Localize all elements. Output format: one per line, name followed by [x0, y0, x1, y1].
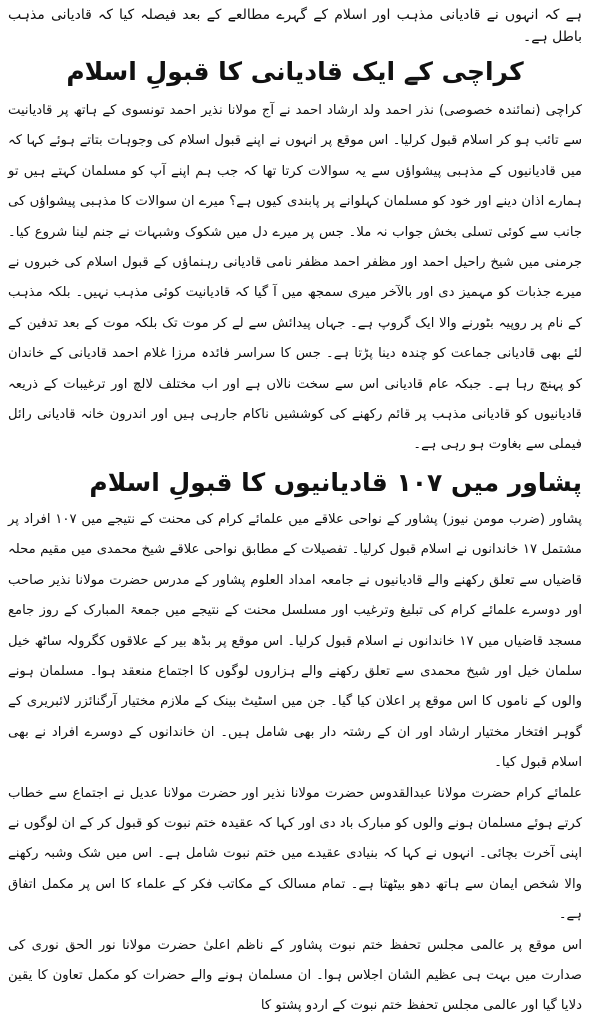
lead-line: ہے کہ انہوں نے قادیانی مذہب اور اسلام کے گہرے مطالعے کے بعد فیصلہ کیا کہ قادیانی مذہب باطل ہے۔ — [8, 7, 582, 45]
story-peshawar-paragraph-1: پشاور (ضرب مومن نیوز) پشاور کے نواحی علاقے میں علمائے کرام کی محنت کے نتیجے میں ۱۰۷ افراد پر مشتمل ۱۷ خاندانوں نے اسلام قبول کرلیا۔ تفصیلات کے مطابق نواحی علاقے شیخ محمدی میں مقیم محلہ قاضیاں سے تعلق رکھنے والے قادیانیوں نے جامعہ امداد العلوم پشاور کے مدرس حضرت مولانا نذیر صاحب اور دوسرے علمائے کرام کی تبلیغ وترغیب اور مسلسل محنت کے نتیجے میں جمعۃ المبارک کے روز جامع مسجد قاضیاں میں ۱۷ خاندانوں نے اسلام قبول کرلیا۔ اس موقع پر بڈھ بیر کے علاقوں کگرولہ ساٹھ خیل سلمان خیل اور شیخ محمدی سے تعلق رکھنے والے ہزاروں لوگوں کا اجتماع منعقد ہوا۔ مسلمان ہونے والوں کے ناموں کا اس موقع پر اعلان کیا گیا۔ جن میں اسٹیٹ بینک کے ملازم مختیار آرگنائزر لائبریری کے گوہر افتخار مختیار ارشاد اور ان کے رشتہ دار بھی شامل ہیں۔ ان خاندانوں کے دوسرے افراد نے بھی اسلام قبول کیا۔ — [8, 511, 582, 771]
headline-peshawar: پشاور میں ۱۰۷ قادیانیوں کا قبولِ اسلام — [89, 467, 582, 497]
story-peshawar-paragraph-3: اس موقع پر عالمی مجلس تحفظ ختم نبوت پشاور کے ناظم اعلیٰ حضرت مولانا نور الحق نوری کی صدارت میں بہت ہی عظیم الشان اجلاس ہوا۔ ان مسلمان ہونے والے حضرات کو مکمل تعاون کا یقین دلایا گیا اور عالمی مجلس تحفظ ختم نبوت کے اردو پشتو کا — [8, 937, 582, 1014]
story-peshawar-paragraph-2: علمائے کرام حضرت مولانا عبدالقدوس حضرت مولانا نذیر اور حضرت مولانا عدیل نے اجتماع سے خطاب کرتے ہوئے مسلمان ہونے والوں کو مبارک باد دی اور کہا کہ عقیدہ ختم نبوت کو قبول کر کے ان لوگوں نے اپنی آخرت بچائی۔ انہوں نے کہا کہ بنیادی عقیدے میں ختم نبوت شامل ہے۔ اس میں شک وشبہ رکھنے والا شخص ایمان سے ہاتھ دھو بیٹھتا ہے۔ تمام مسالک کے مکاتب فکر کے علماء کا اس پر مکمل اتفاق ہے۔ — [8, 785, 582, 923]
headline-karachi: کراچی کے ایک قادیانی کا قبولِ اسلام — [66, 57, 524, 86]
story-karachi: کراچی (نمائندہ خصوصی) نذر احمد ولد ارشاد احمد نے آج مولانا نذیر احمد تونسوی کے ہاتھ پر قادیانیت سے تائب ہو کر اسلام قبول کرلیا۔ اس موقع پر انہوں نے اپنے قبول اسلام کی وجوہات بتاتے ہوئے کہا کہ میں قادیانیوں کے مذہبی پیشواؤں سے یہ سوالات کرتا تھا کہ جب ہم اپنے آپ کو مسلمان کہتے ہیں تو ہمارے اذان دینے اور خود کو مسلمان کہلوانے پر پابندی کیوں ہے؟ میرے ان سوالات کا مذہبی پیشواؤں کی جانب سے کوئی تسلی بخش جواب نہ ملا۔ جس پر میرے دل میں شکوک وشبہات نے جنم لینا شروع کیا۔ جرمنی میں شیخ راحیل احمد اور مظفر احمد مظفر نامی قادیانی رہنماؤں کے قبول اسلام کی خبروں نے میرے جذبات کو مہمیز دی اور بالآخر میری سمجھ میں آ گیا کہ قادیانیت کوئی مذہب نہیں۔ بلکہ مذہب کے نام پر روپیہ بٹورنے والا ایک گروپ ہے۔ جہاں پیدائش سے لے کر موت تک بلکہ موت کے بعد تدفین کے لئے بھی قادیانی جماعت کو چندہ دینا پڑتا ہے۔ جس کا سراسر فائدہ مرزا غلام احمد قادیانی کے خاندان کو پہنچ رہا ہے۔ جبکہ عام قادیانی اس سے سخت نالاں ہے اور اب مختلف لالچ اور ترغیبات کے ذریعہ قادیانیوں کو قادیانی مذہب پر قائم رکھنے کی کوششیں ناکام جارہی ہیں اور اندرون خانہ قادیانی رائل فیملی سے بغاوت ہو رہی ہے۔ — [8, 103, 582, 453]
